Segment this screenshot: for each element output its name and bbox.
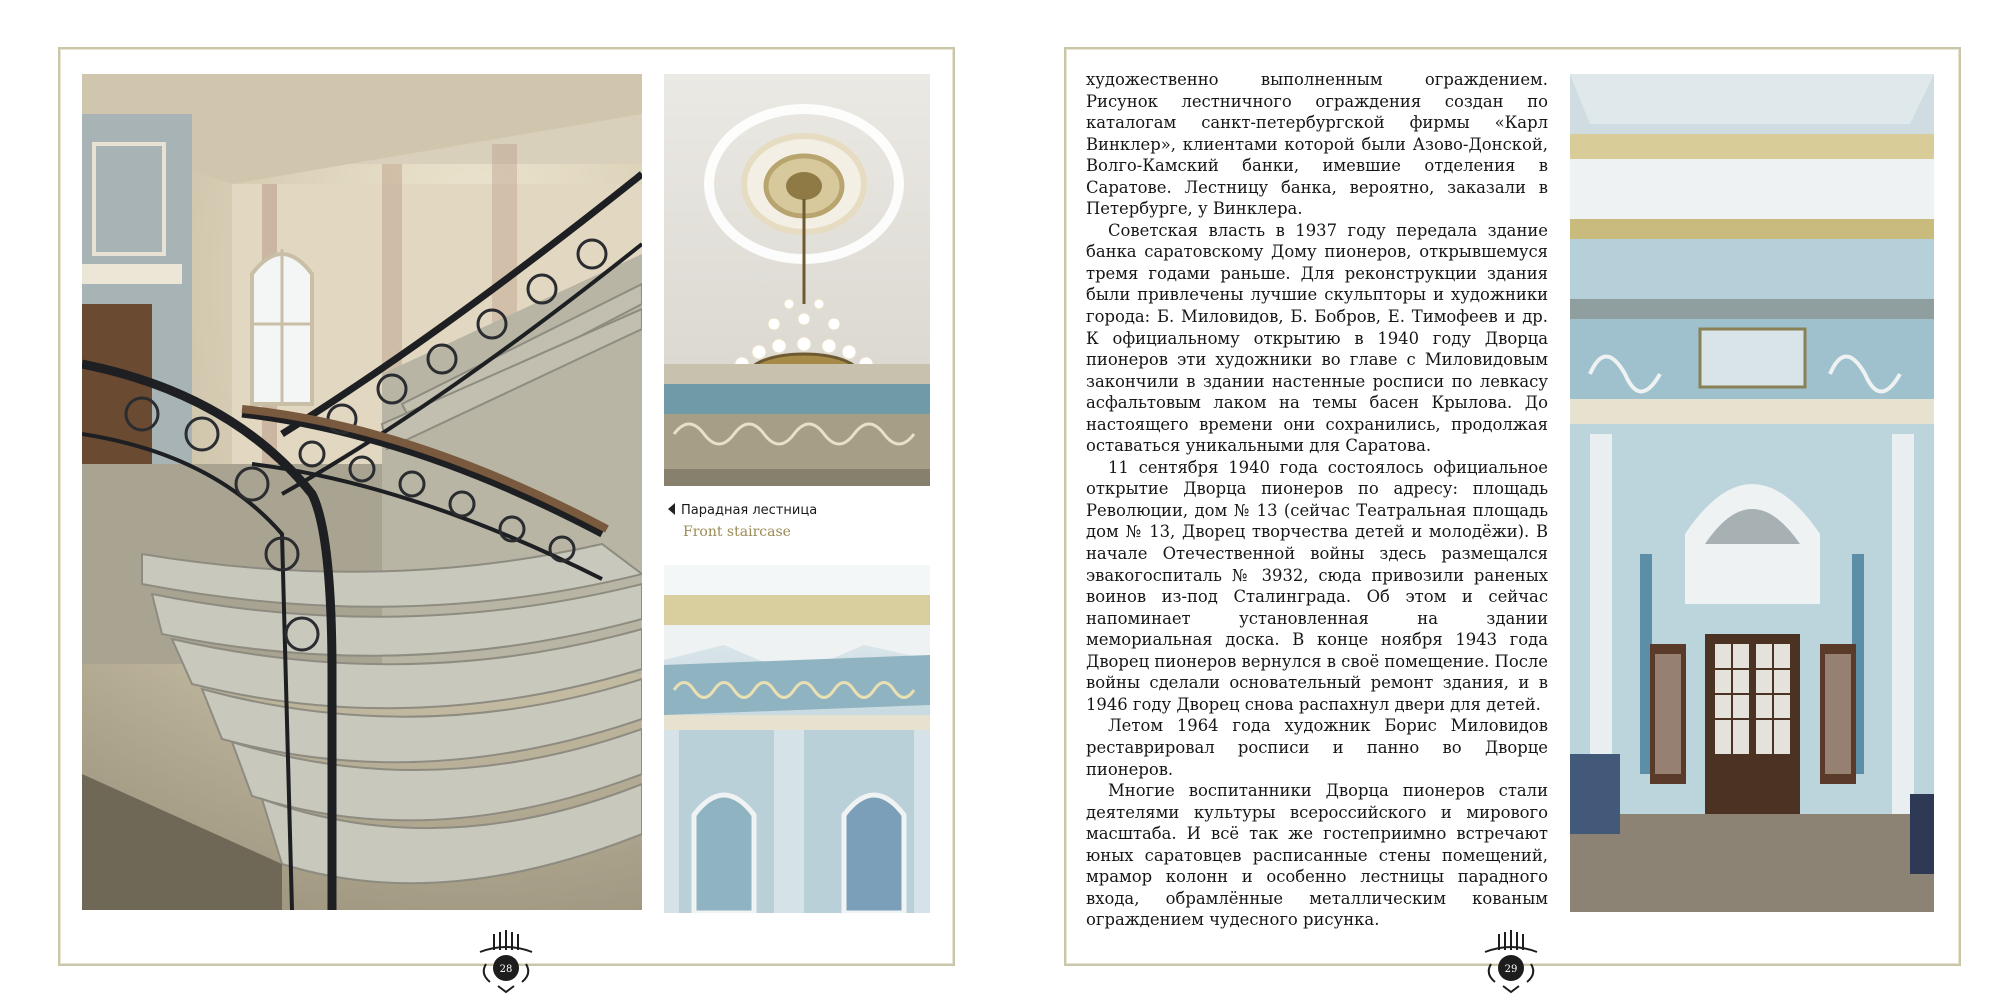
article-text xyxy=(1086,69,1548,931)
caret-left-icon xyxy=(668,503,675,515)
page-number: 28 xyxy=(499,964,513,975)
caption-russian-text: Парадная лестница xyxy=(681,503,818,518)
caption-english: Front staircase xyxy=(683,524,791,540)
hall-doorway-photo xyxy=(1570,74,1934,912)
page-number-emblem-right xyxy=(1481,930,1541,994)
paragraph: 11 сентября 1940 года состоялось официальное открытие Дворца пионеров по адресу: площадь Революции, дом № 13 (сейчас Театральная площадь дом № 13, Дворец творчества детей и молодёжи). В начале Отечественной войны здесь размещался эвакогоспиталь № 3932, сюда привозили раненых воинов из-под Сталинграда. Об этом и сейчас напоминает установленная на здании мемориальная доска. В конце ноября 1943 года Дворец пионеров вернулся в своё помещение. После войны сделали основательный ремонт здания, и в 1946 году Дворец снова распахнул двери для детей. xyxy=(1086,457,1548,714)
paragraph: Советская власть в 1937 году передала здание банка саратовскому Дому пионеров, открывшемуся тремя годами раньше. Для реконструкции здания были привлечены лучшие скульпторы и художники города: Б. Миловидов, Б. Бобров, Е. Тимофеев и др. К официальному открытию в 1940 году Дворца пионеров эти художники во главе с Миловидовым закончили в здании настенные росписи по левкасу асфальтовым лаком на темы басен Крылова. До настоящего времени они сохранились, продолжая оставаться уникальными для Саратова. xyxy=(1086,220,1548,456)
ceiling-cornice-photo xyxy=(664,565,930,913)
paragraph: художественно выполненным ограждением. Рисунок лестничного ограждения создан по каталогам санкт-петербургской фирмы «Карл Винклер», клиентами которой были Азово-Донской, Волго-Камский банки, имевшие отделения в Саратове. Лестницу банка, вероятно, заказали в Петербурге, у Винклера. xyxy=(1086,70,1548,219)
page-number: 29 xyxy=(1504,964,1518,975)
staircase-photo xyxy=(82,74,642,910)
paragraph: Многие воспитанники Дворца пионеров стали деятелями культуры всероссийского и мирового масштаба. И всё так же гостеприимно встречают юных саратовцев расписанные стены помещений, мрамор колонн и особенно лестницы парадного входа, обрамлённые металлическим кованым ограждением чудесного рисунка. xyxy=(1086,781,1548,930)
page-number-emblem-left xyxy=(476,930,536,994)
caption-russian xyxy=(668,503,817,518)
paragraph: Летом 1964 года художник Борис Миловидов реставрировал росписи и панно во Дворце пионеров. xyxy=(1086,716,1548,779)
chandelier-photo xyxy=(664,74,930,486)
